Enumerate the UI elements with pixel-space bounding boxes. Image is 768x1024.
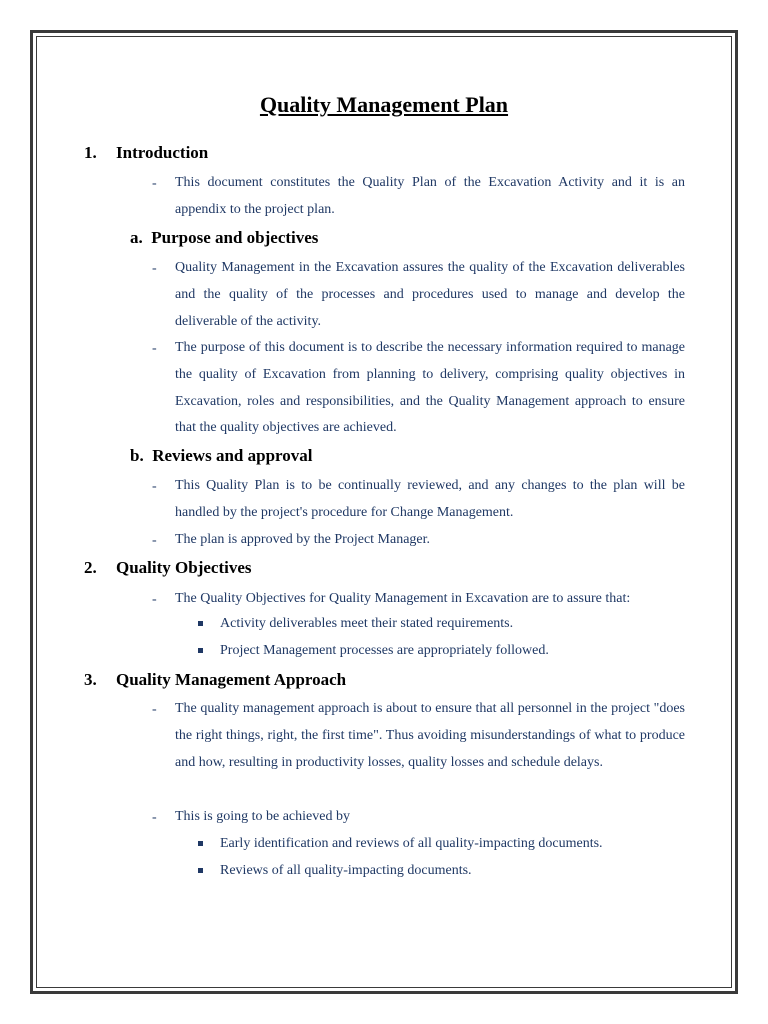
section-heading-introduction [84, 142, 208, 164]
paragraph-purpose-1: Quality Management in the Excavation assures the quality of the Excavation deliverables and the quality of the processes and procedures used to manage and develop the deliverable of the activity. [175, 260, 685, 329]
dash-marker: - [152, 176, 157, 191]
subsection-heading-reviews [130, 445, 312, 467]
bullet-item: Reviews of all quality-impacting documents. [220, 863, 472, 878]
dash-marker: - [152, 479, 157, 494]
section-heading-quality-objectives [84, 557, 252, 579]
subsection-letter: a. [130, 228, 143, 247]
square-bullet-icon [198, 621, 203, 626]
dash-marker: - [152, 341, 157, 356]
paragraph-reviews-1: This Quality Plan is to be continually reviewed, and any changes to the plan will be handled by the project's procedure for Change Management. [175, 478, 685, 520]
subsection-title: Purpose and objectives [151, 228, 319, 247]
section-number: 2. [84, 558, 97, 577]
paragraph-approach-1: The quality management approach is about to ensure that all personnel in the project "does the right things, right, the first time". Thus avoiding misunderstandings of what to produce and how, resulting in productivity losses, quality losses and schedule delays. [175, 701, 685, 770]
square-bullet-icon [198, 648, 203, 653]
subsection-letter: b. [130, 446, 144, 465]
dash-marker: - [152, 533, 157, 548]
section-number: 1. [84, 143, 97, 162]
dash-marker: - [152, 810, 157, 825]
square-bullet-icon [198, 841, 203, 846]
paragraph-objectives: The Quality Objectives for Quality Management in Excavation are to assure that: [175, 591, 631, 606]
square-bullet-icon [198, 868, 203, 873]
dash-marker: - [152, 261, 157, 276]
subsection-heading-purpose [130, 227, 318, 249]
paragraph-reviews-2: The plan is approved by the Project Manager. [175, 532, 431, 547]
document-title: Quality Management Plan [259, 92, 509, 117]
dash-marker: - [152, 592, 157, 607]
paragraph-intro: This document constitutes the Quality Plan of the Excavation Activity and it is an appendix to the project plan. [175, 175, 685, 217]
bullet-item: Project Management processes are appropriately followed. [220, 643, 549, 658]
section-heading-approach [84, 669, 346, 691]
section-title: Quality Management Approach [116, 670, 347, 689]
paragraph-approach-2: This is going to be achieved by [175, 809, 350, 824]
bullet-item: Activity deliverables meet their stated requirements. [220, 616, 514, 631]
section-title: Introduction [116, 143, 209, 162]
paragraph-purpose-2: The purpose of this document is to describe the necessary information required to manage the quality of Excavation from planning to delivery, comprising quality objectives in Excavation, roles and responsibilities, and the Quality Management approach to ensure that the quality objectives are achieved. [175, 340, 685, 436]
bullet-item: Early identification and reviews of all quality-impacting documents. [220, 836, 603, 851]
dash-marker: - [152, 702, 157, 717]
section-number: 3. [84, 670, 97, 689]
section-title: Quality Objectives [116, 558, 252, 577]
subsection-title: Reviews and approval [152, 446, 313, 465]
